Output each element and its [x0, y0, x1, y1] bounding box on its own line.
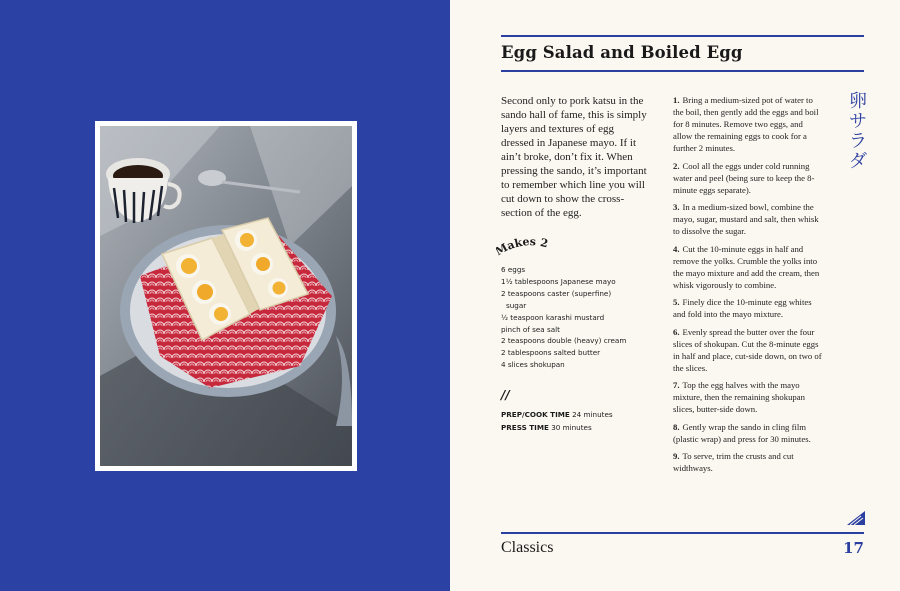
- time-label: PREP/COOK TIME: [501, 410, 570, 419]
- kanji-char: ラ: [849, 131, 867, 152]
- recipe-intro: Second only to pork katsu in the sando hall of fame, this is simply layers and textures of egg dressed in Japanese mayo. If it ain’t broke, don’t fix it. When pressing the sando, it’s important to remember which line you will cut down to show the cross-section of the egg.: [501, 95, 647, 219]
- section-divider: //: [501, 388, 510, 402]
- right-page: [450, 0, 900, 591]
- method-step: [673, 94, 823, 154]
- makes-text: akes 2: [505, 235, 550, 253]
- recipe-title: Egg Salad and Boiled Egg: [501, 43, 743, 62]
- ingredients-list: [501, 264, 651, 371]
- step-text: Gently wrap the sando in cling film (plastic wrap) and press for 30 minutes.: [673, 421, 811, 444]
- ingredient-item: 2 tablespoons salted butter: [501, 348, 601, 358]
- page-number: 17: [843, 539, 864, 557]
- section-name: Classics: [501, 539, 554, 556]
- kanji-title: [847, 92, 869, 172]
- method-step: [673, 421, 823, 445]
- method-step: [673, 201, 823, 237]
- sando-photo: [100, 126, 352, 466]
- step-text: To serve, trim the crusts and cut widthways.: [673, 451, 794, 473]
- step-number: 8.: [673, 421, 680, 432]
- method-step: [673, 379, 823, 415]
- method-steps: [673, 94, 823, 480]
- time-row: [501, 421, 613, 434]
- step-text: Evenly spread the butter over the four slices of shokupan. Cut the 8-minute eggs in half and place, cut-side down, on two of the slices.: [673, 326, 822, 373]
- method-step: [673, 243, 823, 291]
- svg-text:Makes 2: [496, 235, 549, 258]
- step-number: 2.: [673, 160, 680, 171]
- kanji-char: 卵: [849, 91, 867, 112]
- ingredient-item: 1½ tablespoons Japanese mayo: [501, 276, 616, 286]
- flag-corner-icon: [847, 511, 865, 525]
- step-text: Cool all the eggs under cold running water and peel (being sure to keep the 8-minute eggs separate).: [673, 160, 815, 195]
- method-step: [673, 160, 823, 196]
- step-number: 3.: [673, 202, 680, 212]
- time-value: 24 minutes: [572, 410, 613, 419]
- step-text: In a medium-sized bowl, combine the mayo, sugar, mustard and salt, then whisk to dissolve the sugar.: [673, 202, 819, 236]
- makes-label: [496, 234, 556, 263]
- step-number: 9.: [673, 451, 680, 461]
- ingredient-item: 6 eggs: [501, 265, 526, 274]
- time-row: [501, 408, 613, 421]
- time-value: 30 minutes: [551, 423, 592, 432]
- footer-rule: [501, 532, 864, 534]
- ingredient-item: 2 teaspoons double (heavy) cream: [501, 336, 627, 346]
- step-number: 5.: [673, 297, 680, 307]
- kanji-char: ダ: [849, 151, 867, 172]
- step-number: 4.: [673, 243, 680, 254]
- step-text: Top the egg halves with the mayo mixture, then the remaining shokupan slices, butter-side down.: [673, 380, 805, 414]
- step-number: 6.: [673, 326, 680, 337]
- method-step: [673, 296, 823, 320]
- time-label: PRESS TIME: [501, 423, 549, 432]
- photo-frame: [95, 121, 357, 471]
- method-step: [673, 326, 823, 374]
- ingredient-item: pinch of sea salt: [501, 324, 560, 334]
- step-text: Finely dice the 10-minute egg whites and fold into the mayo mixture.: [673, 297, 812, 319]
- step-text: Bring a medium-sized pot of water to the boil, then gently add the eggs and boil for 8 minutes. Remove two eggs, and allow the remaining eggs to cook for a further 2 minutes.: [673, 95, 819, 153]
- recipe-times: [501, 408, 613, 434]
- title-bottom-rule: [501, 70, 864, 72]
- title-top-rule: [501, 35, 864, 37]
- method-step: [673, 450, 823, 474]
- ingredient-item: 4 slices shokupan: [501, 360, 565, 370]
- ingredient-item: ½ teaspoon karashi mustard: [501, 312, 605, 322]
- ingredient-item: sugar: [506, 300, 527, 310]
- step-text: Cut the 10-minute eggs in half and remove the yolks. Crumble the yolks into the mayo mixture and add the cream, then whisk vigorously to combine.: [673, 243, 820, 290]
- ingredient-item: 2 teaspoons caster (superfine): [501, 288, 612, 298]
- step-number: 1.: [673, 95, 680, 105]
- step-number: 7.: [673, 380, 680, 390]
- kanji-char: サ: [849, 111, 867, 132]
- makes-arc-label: [496, 234, 556, 260]
